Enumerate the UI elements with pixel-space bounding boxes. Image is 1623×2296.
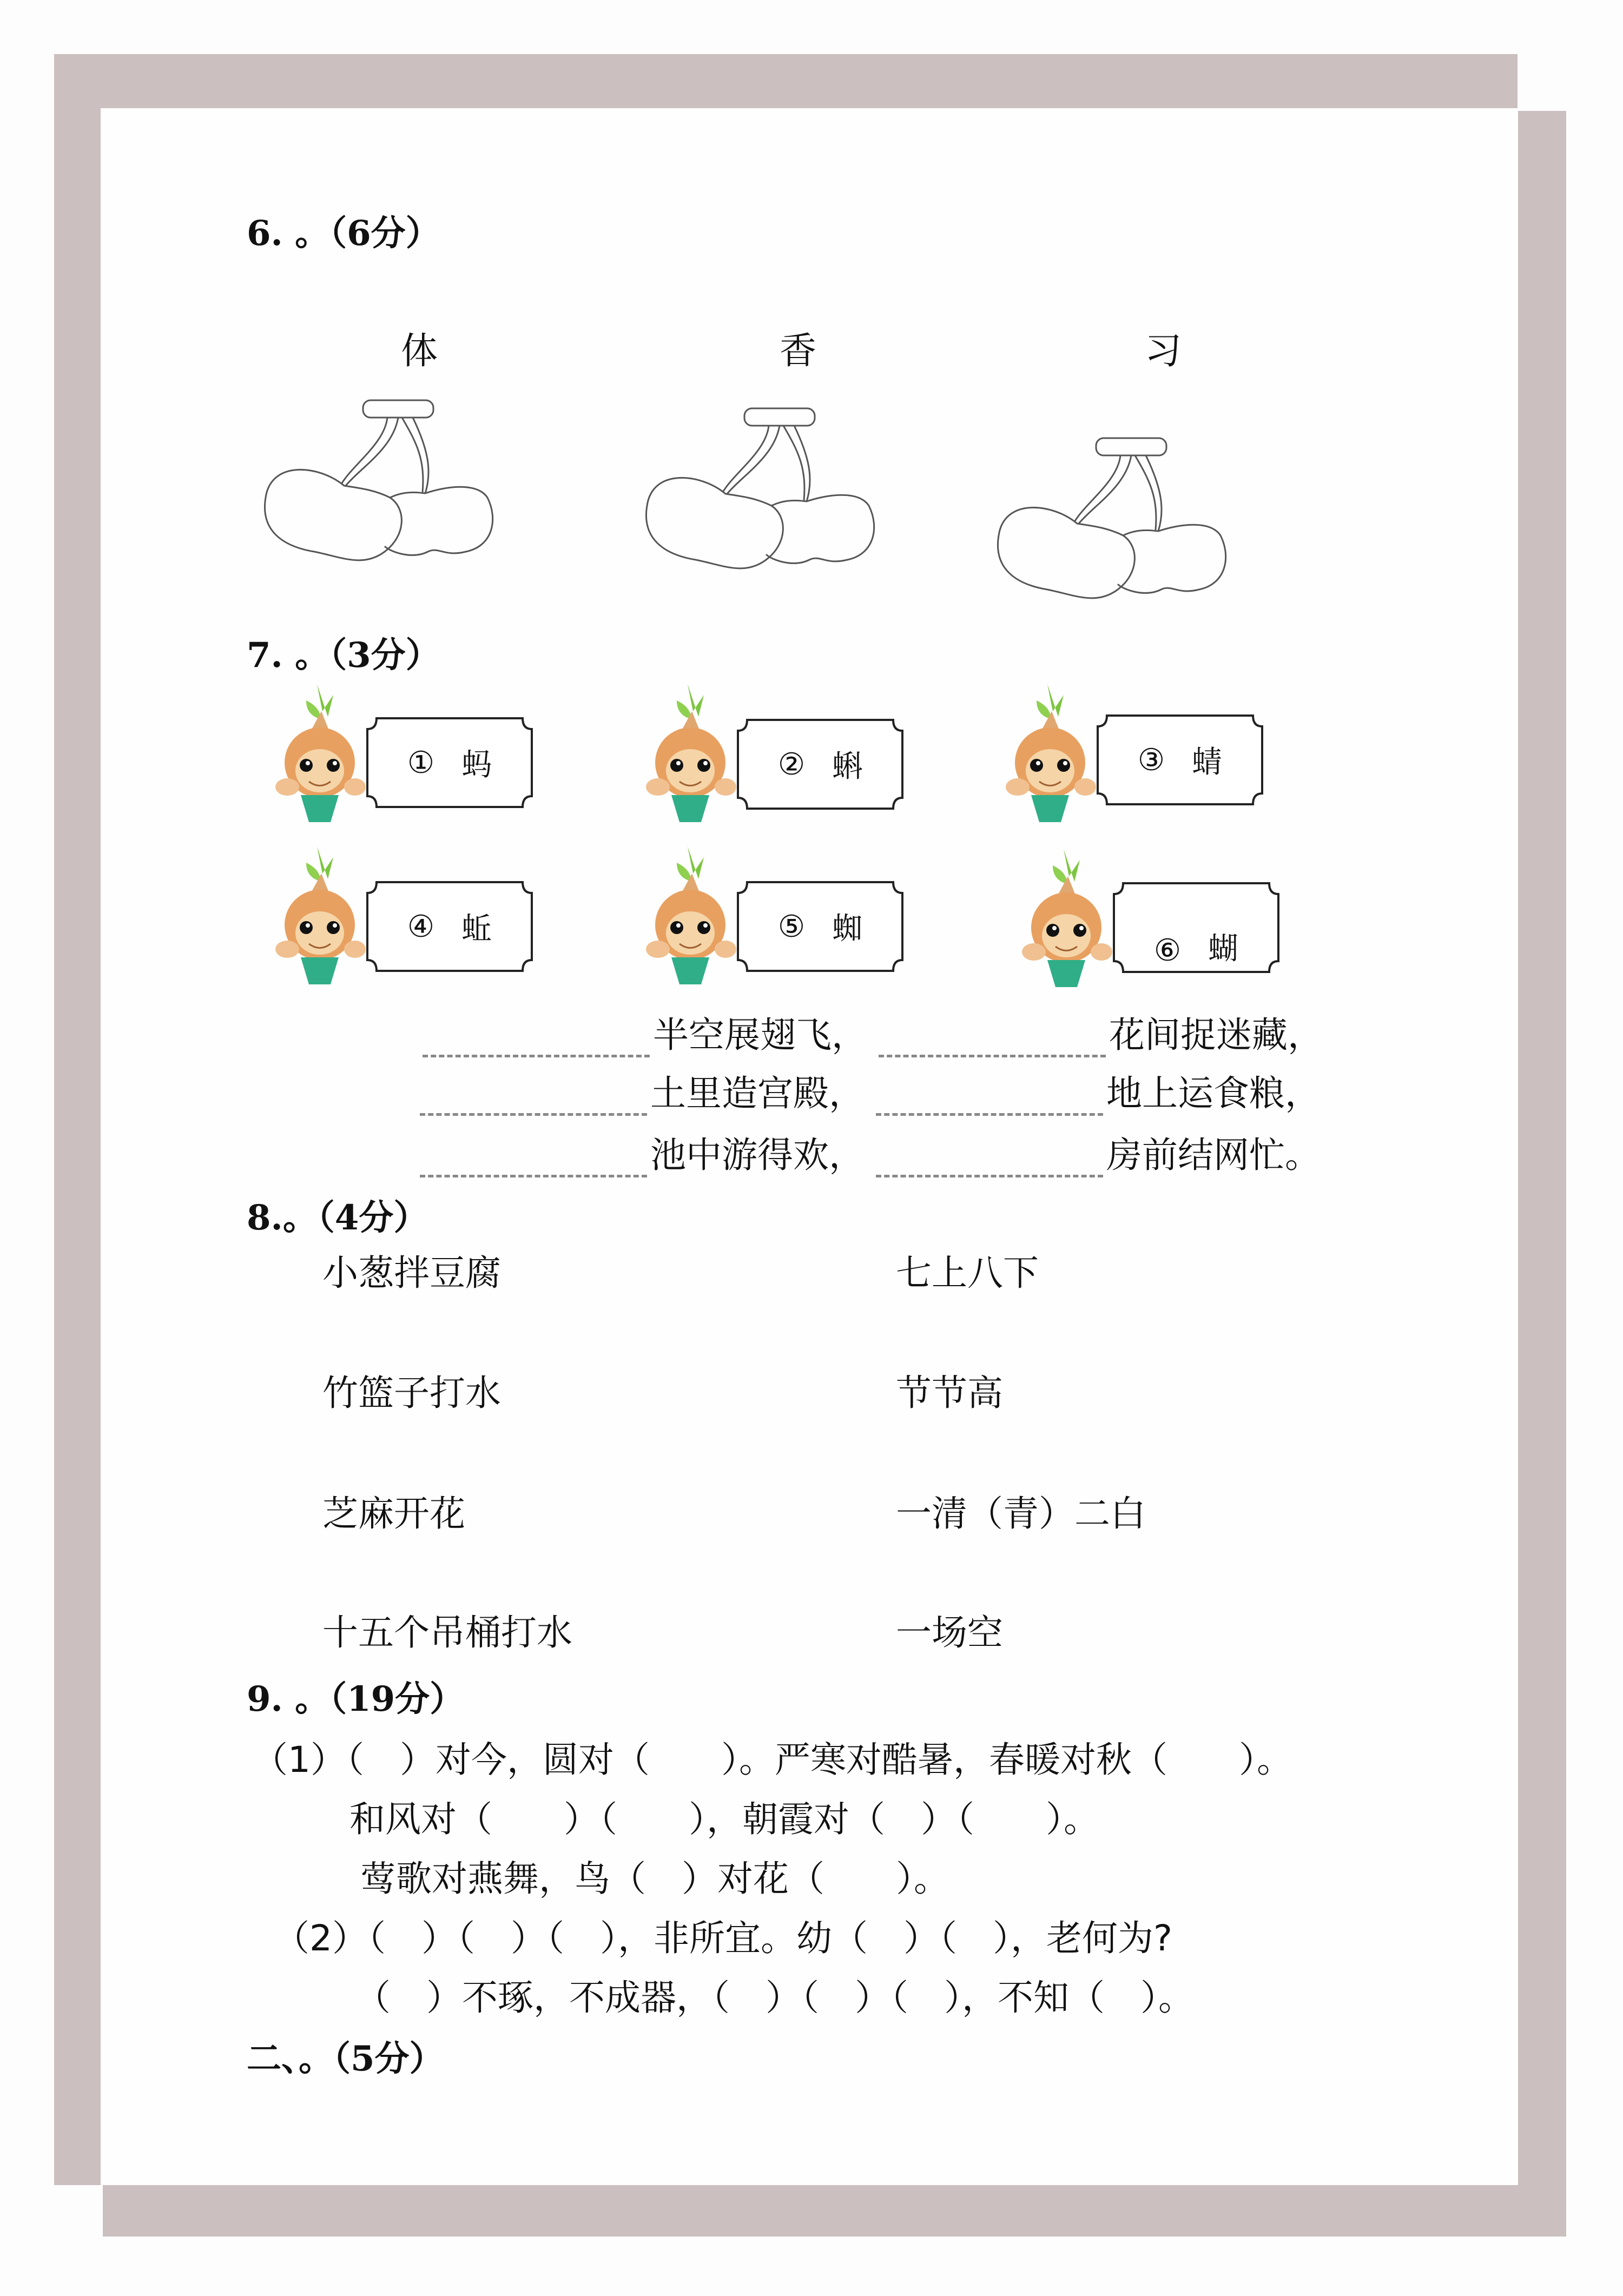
card-number: ②	[777, 746, 806, 782]
q6-char-2: 香	[780, 330, 817, 373]
mascot-icon	[1004, 679, 1096, 825]
q8-heading: 8.。（4分）	[247, 1197, 428, 1238]
card-char: 蚯	[461, 911, 492, 947]
mascot-icon	[274, 841, 366, 987]
card-number: ③	[1137, 742, 1165, 778]
q6-heading: 6. 。（6分）	[247, 213, 440, 254]
q8-right-3[interactable]: 一清（青）二白	[896, 1493, 1146, 1534]
worksheet-page	[101, 108, 1518, 2185]
card-char: 蜘	[832, 911, 863, 947]
card-char: 蚂	[461, 747, 492, 783]
q9-line-2: 和风对（ ）（ ），朝霞对（ ）（ ）。	[349, 1798, 1099, 1840]
character-card-2[interactable]	[736, 718, 904, 810]
character-card-6[interactable]	[1112, 882, 1280, 974]
answer-blank[interactable]	[876, 1083, 1103, 1116]
section-2-heading: 二、。（5分）	[247, 2039, 444, 2079]
answer-blank[interactable]	[420, 1144, 647, 1177]
q9-line-4: （2）（ ）（ ）（ ），非所宜。幼（ ）（ ），老何为?	[274, 1917, 1173, 1959]
card-number: ①	[407, 745, 435, 780]
character-card-3[interactable]	[1096, 714, 1264, 806]
card-number: ⑤	[777, 909, 806, 944]
character-card-1[interactable]	[366, 717, 533, 809]
q7-heading: 7. 。（3分）	[247, 635, 440, 676]
card-number: ④	[407, 909, 435, 944]
q8-left-4[interactable]: 十五个吊桶打水	[322, 1612, 572, 1653]
answer-blank[interactable]	[423, 1024, 650, 1057]
character-card-5[interactable]	[736, 881, 904, 972]
character-card-4[interactable]	[366, 881, 533, 972]
q9-line-1: （1）（ ）对今，圆对（ ）。严寒对酷暑，春暖对秋（ ）。	[252, 1739, 1292, 1781]
q9-heading: 9. 。（19分）	[247, 1679, 465, 1719]
q7-line-2: 土里造宫殿， 地上运食粮，	[420, 1064, 1321, 1116]
q8-left-2[interactable]: 竹篮子打水	[322, 1372, 501, 1414]
cherry-outline-1[interactable]	[260, 389, 585, 563]
mascot-icon	[644, 841, 736, 987]
answer-blank[interactable]	[879, 1024, 1106, 1057]
q9-line-3: 莺歌对燕舞，鸟（ ）对花（ ）。	[360, 1858, 949, 1900]
q8-left-3[interactable]: 芝麻开花	[322, 1493, 465, 1534]
cherry-outline-3[interactable]	[993, 422, 1318, 606]
mascot-icon	[644, 679, 736, 825]
cherry-outline-2[interactable]	[642, 398, 966, 571]
card-char: 蝌	[832, 749, 863, 784]
card-char: 蝴	[1208, 931, 1239, 967]
mascot-icon	[1020, 844, 1112, 990]
q9-line-5: （ ）不琢，不成器，（ ）（ ）（ ），不知（ ）。	[355, 1977, 1194, 2019]
q6-char-3: 习	[1145, 330, 1182, 373]
q8-right-1[interactable]: 七上八下	[896, 1252, 1039, 1294]
q8-right-2[interactable]: 节节高	[896, 1372, 1003, 1414]
q8-left-1[interactable]: 小葱拌豆腐	[322, 1252, 501, 1294]
q7-line-3: 池中游得欢， 房前结网忙。	[420, 1126, 1321, 1177]
card-char: 蜻	[1192, 745, 1223, 780]
q8-right-4[interactable]: 一场空	[896, 1612, 1003, 1653]
mascot-icon	[274, 679, 366, 825]
answer-blank[interactable]	[876, 1144, 1103, 1177]
q6-char-1: 体	[401, 330, 438, 373]
q7-line-1: 半空展翅飞， 花间捉迷藏，	[423, 1006, 1323, 1057]
answer-blank[interactable]	[420, 1083, 647, 1116]
card-number: ⑥	[1153, 933, 1182, 968]
